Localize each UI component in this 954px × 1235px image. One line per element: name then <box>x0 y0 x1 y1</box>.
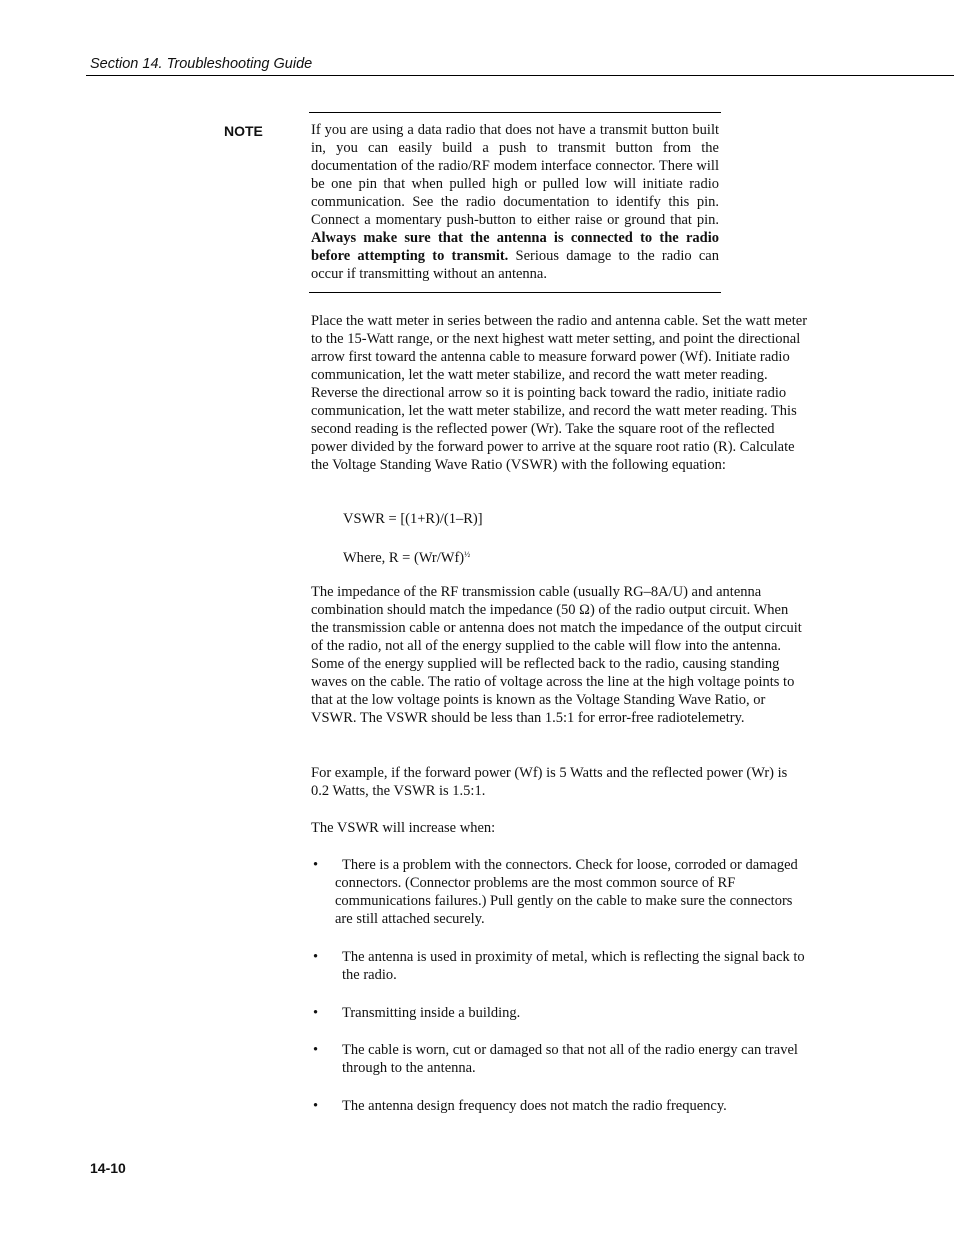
bullet-marker: • <box>313 949 319 965</box>
equation-ratio <box>343 546 470 567</box>
list-item: The antenna design frequency does not match the radio frequency. <box>342 1098 727 1114</box>
page-number: 14-10 <box>90 1160 126 1176</box>
list-item: The cable is worn, cut or damaged so that not all of the radio energy can travel through to the antenna. <box>342 1042 798 1076</box>
list-item: Transmitting inside a building. <box>342 1005 521 1021</box>
running-header: Section 14. Troubleshooting Guide <box>90 56 313 72</box>
equation-vswr: VSWR = [(1+R)/(1–R)] <box>343 511 483 527</box>
list-item: There is a problem with the connectors. Check for loose, corroded or damaged connectors. (Connector problems are the most common source of RF communications failures.) Pull gently on the cable to make sure the connectors are still attached securely. <box>335 857 798 927</box>
paragraph-watt-meter: Place the watt meter in series between the radio and antenna cable. Set the watt meter to the 15-Watt range, or the next highest watt meter setting, and point the directional arrow first toward the antenna cable to measure forward power (Wf). Initiate radio communication, let the watt meter stabilize, and record the watt meter reading. Reverse the directional arrow so it is pointing back toward the radio, initiate radio communication, let the watt meter stabilize, and record the watt meter reading. This second reading is the reflected power (Wr). Take the square root of the reflected power divided by the forward power to arrive at the square root ratio (R). Calculate the Voltage Standing Wave Ratio (VSWR) with the following equation: <box>311 313 808 473</box>
bullet-marker: • <box>313 1005 319 1021</box>
note-text-bold: Always make sure that the antenna is connected to the radio before attempting to transmit. <box>311 230 719 264</box>
note-text-before: If you are using a data radio that does not have a transmit button built in, you can easily build a push to transmit button from the documentation of the radio/RF modem interface connector. There will be one pin that when pulled high or pulled low will initiate radio communication. See the radio documentation to identify this pin. Connect a momentary push-button to either raise or ground that pin. <box>311 122 719 228</box>
equation-ratio-exponent: ½ <box>464 550 471 559</box>
bullet-marker: • <box>313 1042 319 1058</box>
bullet-marker: • <box>313 1098 319 1114</box>
equation-ratio-base: Where, R = (Wr/Wf) <box>343 550 465 566</box>
bullet-marker: • <box>313 857 319 873</box>
note-text <box>311 121 719 283</box>
paragraph-vswr-increase: The VSWR will increase when: <box>311 820 496 836</box>
note-text-after: Serious damage to the radio can occur if transmitting without an antenna. <box>311 248 719 282</box>
paragraph-example: For example, if the forward power (Wf) is 5 Watts and the reflected power (Wr) is 0.2 Watts, the VSWR is 1.5:1. <box>311 765 788 799</box>
header-rule <box>86 75 954 76</box>
list-item: The antenna is used in proximity of metal, which is reflecting the signal back to the radio. <box>342 949 805 983</box>
paragraph-impedance: The impedance of the RF transmission cable (usually RG–8A/U) and antenna combination should match the impedance (50 Ω) of the radio output circuit. When the transmission cable or antenna does not match the impedance of the output circuit of the radio, not all of the energy supplied to the cable will flow into the antenna. Some of the energy supplied will be reflected back to the radio, causing standing waves on the cable. The ratio of voltage across the line at the high voltage points to that at the low voltage points is known as the Voltage Standing Wave Ratio, or VSWR. The VSWR should be less than 1.5:1 for error-free radiotelemetry. <box>311 584 802 726</box>
note-label: NOTE <box>224 123 263 139</box>
